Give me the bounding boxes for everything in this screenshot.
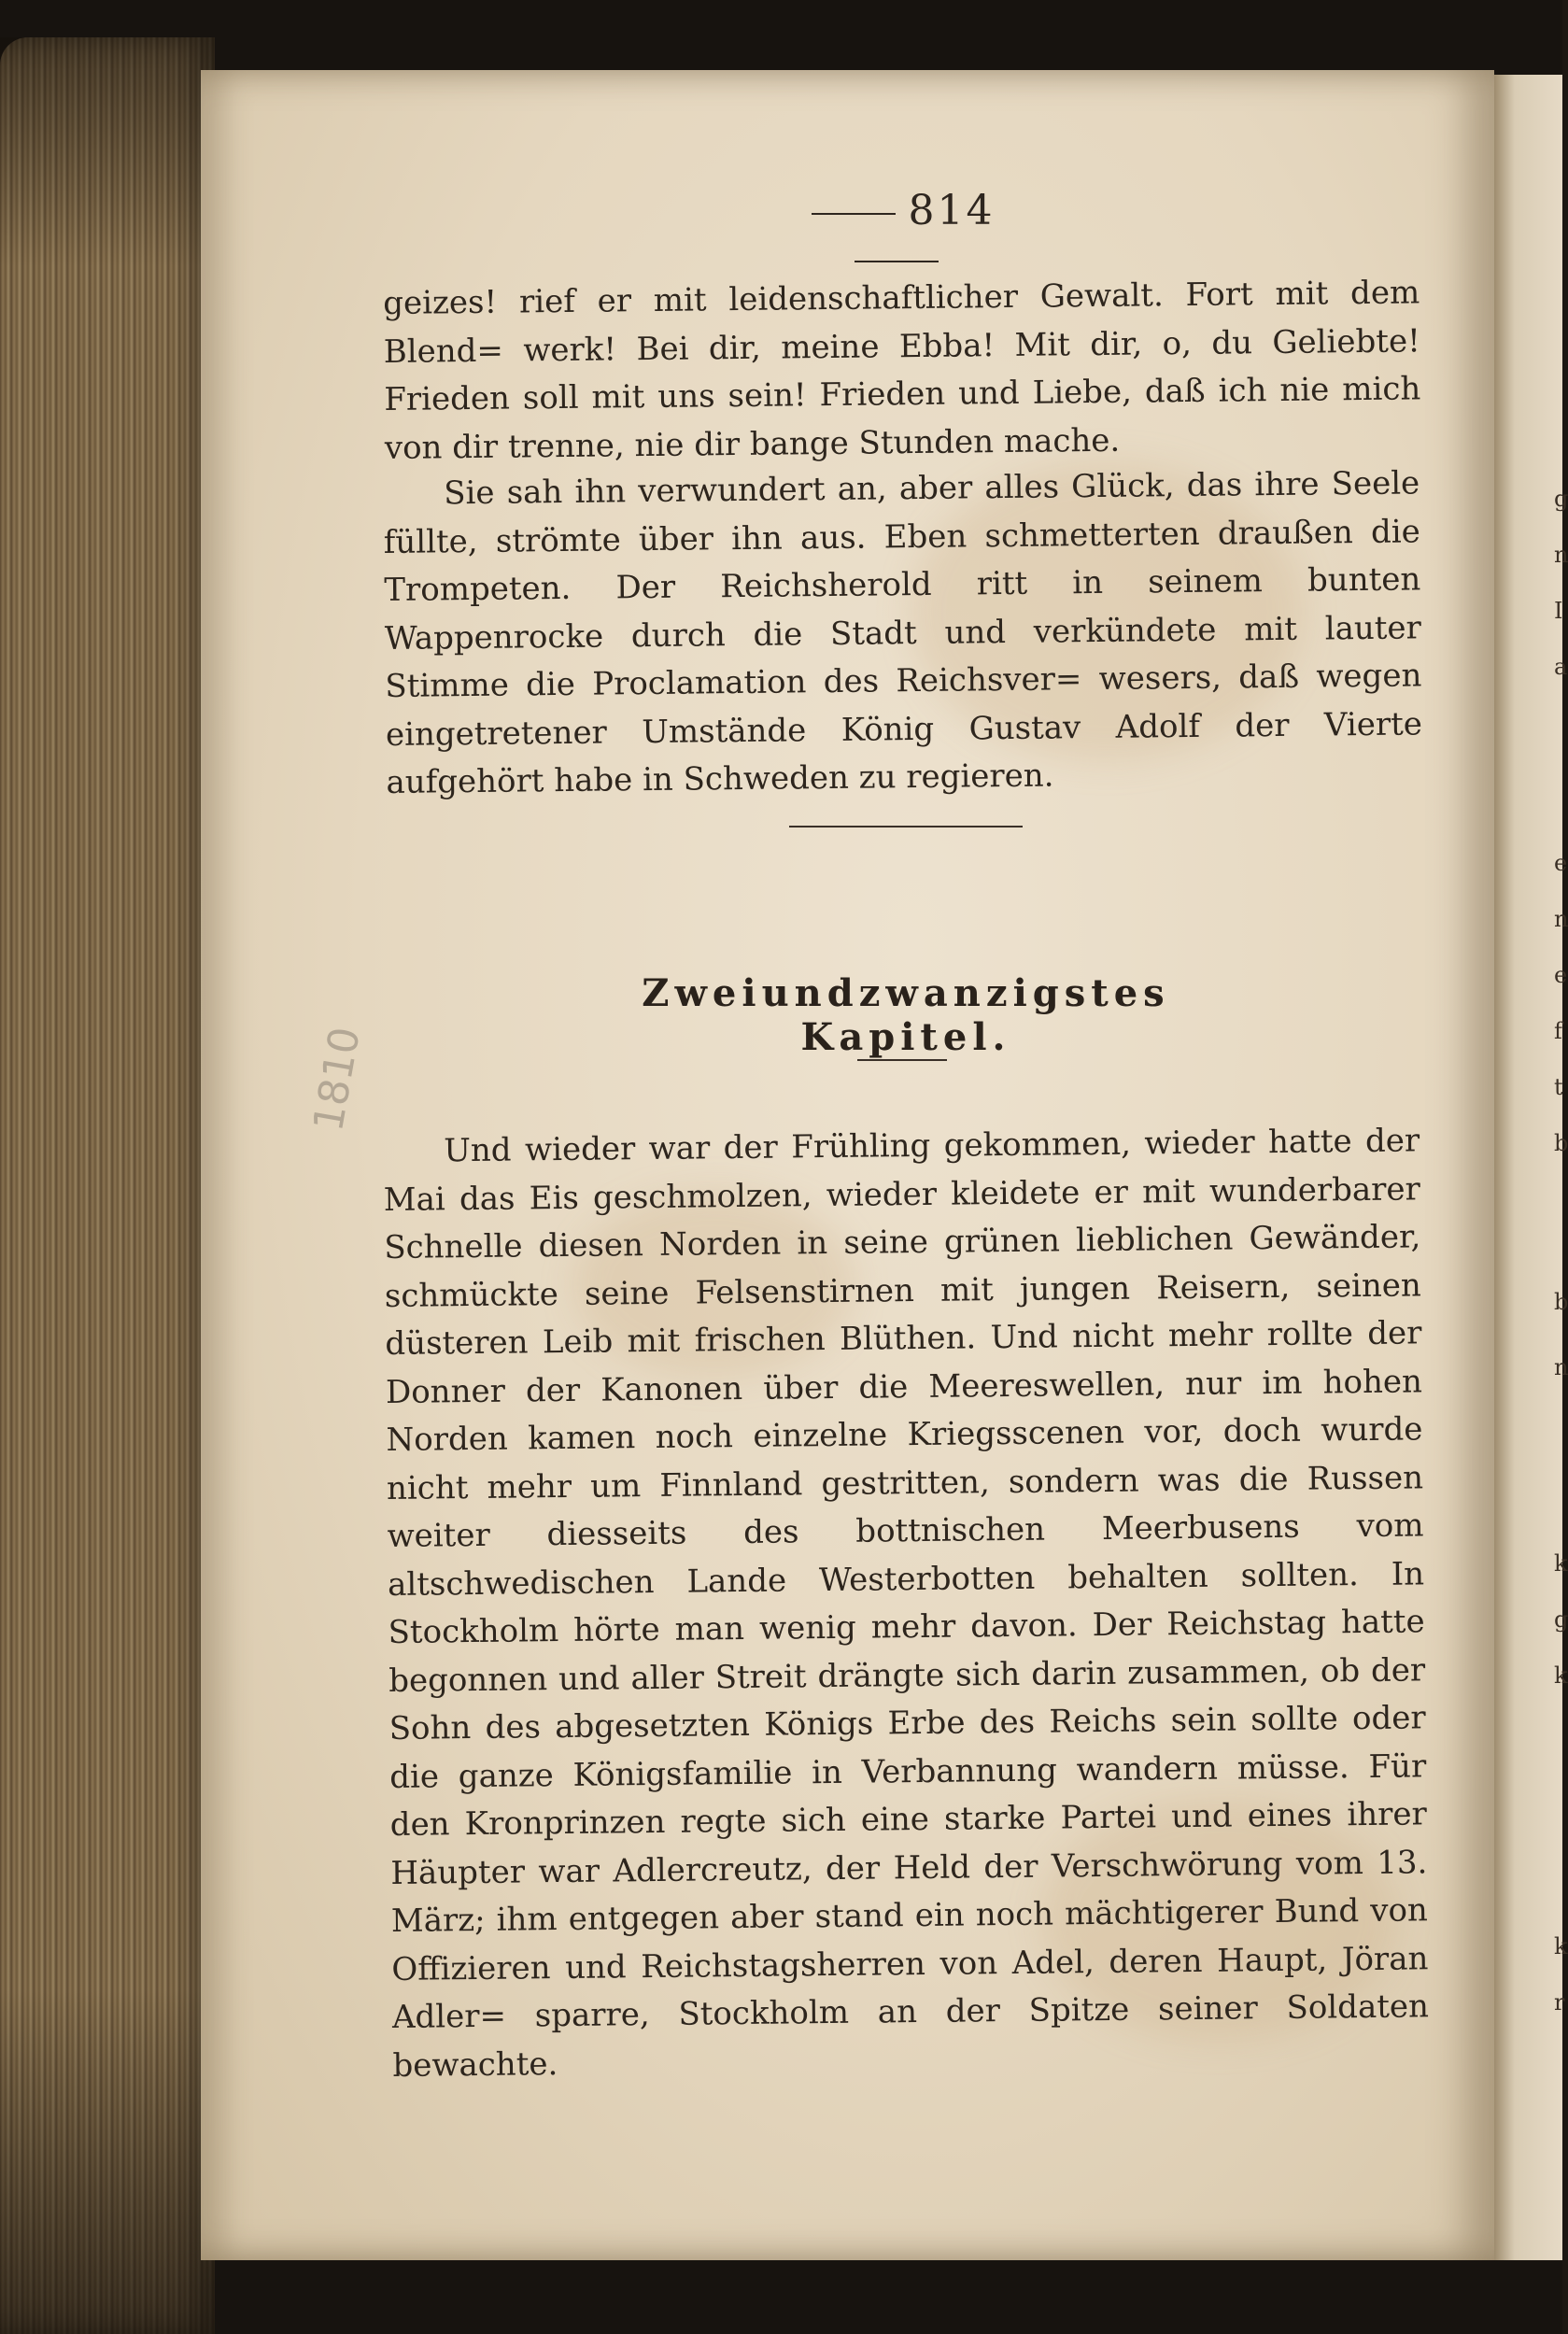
section-separator (789, 826, 1023, 828)
facing-page-letter: e (1554, 850, 1568, 876)
pencil-annotation: 1810 (304, 1023, 370, 1136)
facing-page-letter: g (1554, 486, 1568, 512)
facing-page-letter: a (1554, 654, 1568, 680)
facing-page-letter: b (1554, 1289, 1568, 1315)
facing-page-letter: n (1554, 1354, 1568, 1380)
paragraph: Sie sah ihn verwundert an, aber alles Glück, das ihre Seele füllte, strömte über ihn aus. Eben schmetterten draußen die Trompeten. Der Reichsherold ritt in seinem bunten Wappenrocke durch die Stadt und verkündete mit lauter Stimme die Proclamation des Reichsver= wesers, daß wegen eingetretener Umstände König Gustav Adolf der Vierte aufgehört habe in Schweden zu regieren. (383, 464, 1423, 801)
facing-page-letter: f (1554, 1018, 1562, 1044)
facing-page-letter: e (1554, 962, 1568, 988)
paragraph: Und wieder war der Frühling gekommen, wieder hatte der Mai das Eis geschmolzen, wieder kleidete er mit wunderbarer Schnelle diesen Norden in seine grünen lieblichen Gewänder, schmückte seine Felsenstirnen mit jungen Reisern, seinen düsteren Leib mit frischen Blüthen. Und nicht mehr rollte der Donner der Kanonen über die Meereswellen, nur im hohen Norden kamen noch einzelne Kriegsscenen vor, doch wurde nicht mehr um Finnland gestritten, sondern was die Russen weiter diesseits des bottnischen Meerbusens vom altschwedischen Lande Westerbotten behalten sollten. In Stockholm hörte man wenig mehr davon. Der Reichstag hatte begonnen und aller Streit drängte sich darin zusammen, ob der Sohn des abgesetzten Königs Erbe des Reichs sein sollte oder die ganze Königsfamilie in Verbannung wandern müsse. Für den Kronprinzen regte sich eine starke Partei und eines ihrer Häupter war Adlercreutz, der Held der Verschwörung vom 13. März; ihm entgegen aber stand ein noch mächtigerer Bund von Offizieren und Reichstagsherren von Adel, deren Haupt, Jöran Adler= sparre, Stockholm an der Spitze seiner Soldaten bewachte. (383, 1122, 1430, 2085)
chapter-heading: Zweiundzwanzigstes Kapitel. (642, 971, 1170, 1059)
facing-page-letter: t (1554, 1074, 1563, 1100)
facing-page-letter: r (1554, 1989, 1565, 2016)
facing-page-letter: n (1554, 906, 1568, 932)
facing-page-letters (1505, 75, 1568, 2260)
facing-page-letter: g (1554, 1606, 1568, 1633)
page-number: 814 (752, 187, 1041, 282)
heading-rule (857, 1059, 947, 1061)
facing-page-letter: k (1554, 1662, 1568, 1689)
facing-page-letter: k (1554, 1933, 1568, 1959)
facing-page-letter: n (1554, 542, 1568, 568)
facing-page-letter: I (1554, 598, 1563, 624)
paragraph-continued: geizes! rief er mit leidenschaftlicher Gewalt. Fort mit dem Blend= werk! Bei dir, meine Ebba! Mit dir, o, du Geliebte! Frieden soll mit uns sein! Frieden und Liebe, daß ich nie mich von dir trenne, nie dir bange Stunden mache. (383, 274, 1421, 467)
facing-page-letter: b (1554, 1130, 1568, 1156)
facing-page-letter: k (1554, 1550, 1568, 1577)
page-stack-edge (0, 37, 215, 2334)
